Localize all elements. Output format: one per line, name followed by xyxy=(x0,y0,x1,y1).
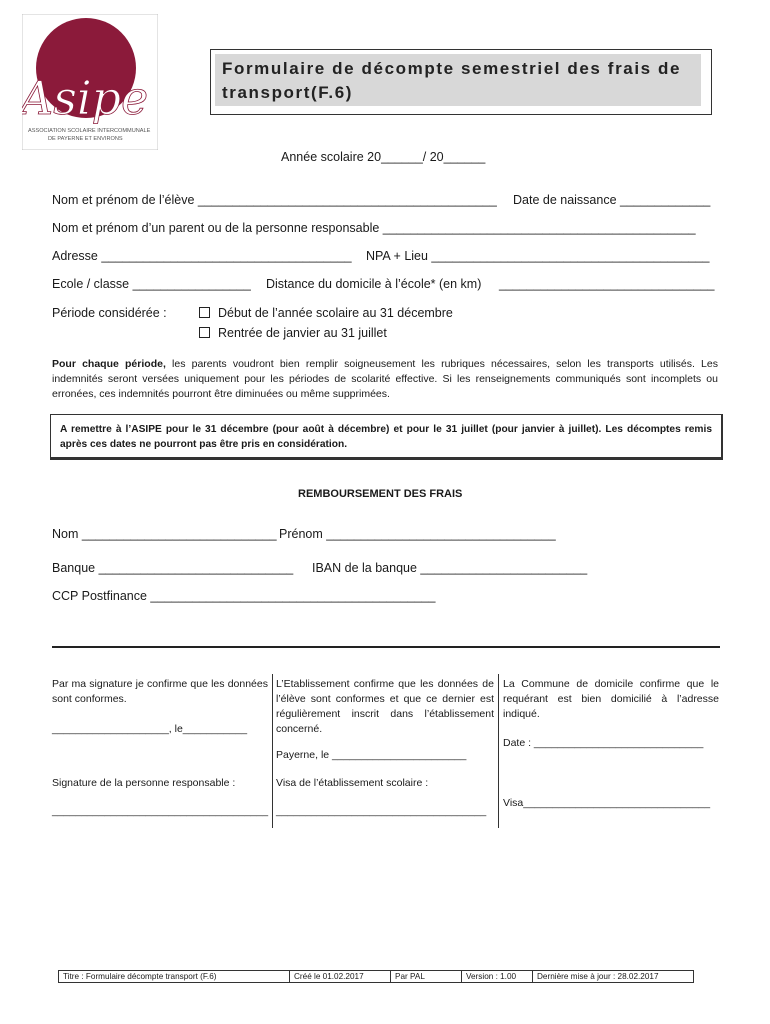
checkbox-icon[interactable] xyxy=(199,327,210,338)
address-field[interactable]: Adresse ____________________________________ xyxy=(52,249,352,263)
instructions-text: les parents voudront bien remplir soigneusement les rubriques nécessaires, selon les transports utilisés. Les indemnités seront versées uniquement pour les périodes de scolarité effective. Si les renseignements communiqués sont incomplets ou erronées, ces indemnités pourront être diminuées ou même supprimées. xyxy=(52,358,718,400)
period-option-1-label: Début de l’année scolaire au 31 décembre xyxy=(218,306,453,320)
npa-field[interactable]: NPA + Lieu ________________________________________ xyxy=(366,249,710,263)
footer-title: Titre : Formulaire décompte transport (F.6) xyxy=(59,971,290,982)
birth-date-field[interactable]: Date de naissance _____________ xyxy=(513,193,711,207)
checkbox-icon[interactable] xyxy=(199,307,210,318)
school-class-field[interactable]: Ecole / classe _________________ xyxy=(52,277,251,291)
column-separator xyxy=(498,674,499,828)
instructions-lead: Pour chaque période, xyxy=(52,358,166,370)
asipe-logo xyxy=(22,14,158,150)
bank-field[interactable]: Banque ____________________________ xyxy=(52,561,294,575)
footer-updated: Dernière mise à jour : 28.02.2017 xyxy=(537,972,659,981)
distance-label: Distance du domicile à l’école* (en km) xyxy=(266,277,482,291)
footer-version: Version : 1.00 xyxy=(462,971,533,982)
parent-confirmation-text: Par ma signature je confirme que les données sont conformes. xyxy=(52,678,268,705)
logo-subtitle-1: ASSOCIATION SCOLAIRE INTERCOMMUNALE xyxy=(28,128,151,134)
school-year-field[interactable]: Année scolaire 20______/ 20______ xyxy=(281,150,486,164)
instructions-paragraph xyxy=(52,357,718,402)
commune-visa-field[interactable]: Visa________________________________ xyxy=(503,797,711,809)
commune-date-field[interactable]: Date : _____________________________ xyxy=(503,737,704,749)
reimb-firstname-field[interactable]: Prénom _________________________________ xyxy=(279,527,556,541)
period-label: Période considérée : xyxy=(52,306,167,320)
ccp-field[interactable]: CCP Postfinance _________________________________________ xyxy=(52,589,436,603)
school-visa-label: Visa de l’établissement scolaire : xyxy=(276,777,429,789)
logo-graphic xyxy=(22,14,158,150)
form-title xyxy=(222,57,681,105)
deadline-notice: A remettre à l’ASIPE pour le 31 décembre (pour août à décembre) et pour le 31 juillet (pour janvier à juillet). Les décomptes remis après ces dates ne pourront pas être pris en considération. xyxy=(60,424,712,450)
footer-created: Créé le 01.02.2017 xyxy=(290,971,391,982)
parent-signature-label: Signature de la personne responsable : xyxy=(52,777,236,789)
iban-field[interactable]: IBAN de la banque ________________________ xyxy=(312,561,588,575)
period-option-1[interactable] xyxy=(199,306,453,320)
section-divider xyxy=(52,646,720,648)
school-date-field[interactable]: Payerne, le _______________________ xyxy=(276,749,467,761)
document-footer xyxy=(58,970,694,983)
parent-date-field[interactable]: ____________________, le___________ xyxy=(52,723,248,735)
reimbursement-heading: REMBOURSEMENT DES FRAIS xyxy=(298,488,463,500)
student-name-field[interactable]: Nom et prénom de l’élève ___________________________________________ xyxy=(52,193,497,207)
period-option-2[interactable] xyxy=(199,326,387,340)
logo-brand-text: Asipe xyxy=(22,71,149,125)
logo-subtitle-2: DE PAYERNE ET ENVIRONS xyxy=(48,136,123,142)
column-separator xyxy=(272,674,273,828)
parent-signature-field[interactable]: _____________________________________ xyxy=(52,805,269,817)
footer-author: Par PAL xyxy=(391,971,462,982)
period-option-2-label: Rentrée de janvier au 31 juillet xyxy=(218,326,387,340)
commune-confirmation-text: La Commune de domicile confirme que le requérant est bien domicilié à l’adresse indiqué. xyxy=(503,678,719,720)
form-title-line1: Formulaire de décompte semestriel des frais de xyxy=(222,59,682,78)
distance-field[interactable]: _______________________________ xyxy=(499,277,715,291)
form-title-line2: transport(F.6) xyxy=(222,83,354,102)
parent-name-field[interactable]: Nom et prénom d’un parent ou de la personne responsable _____________________________________________ xyxy=(52,221,696,235)
school-confirmation-text: L’Etablissement confirme que les données de l’élève sont conformes et que ce dernier est régulièrement inscrit dans l’établissement concerné. xyxy=(276,678,494,735)
school-visa-field[interactable]: ____________________________________ xyxy=(276,805,487,817)
reimb-name-field[interactable]: Nom ____________________________ xyxy=(52,527,277,541)
